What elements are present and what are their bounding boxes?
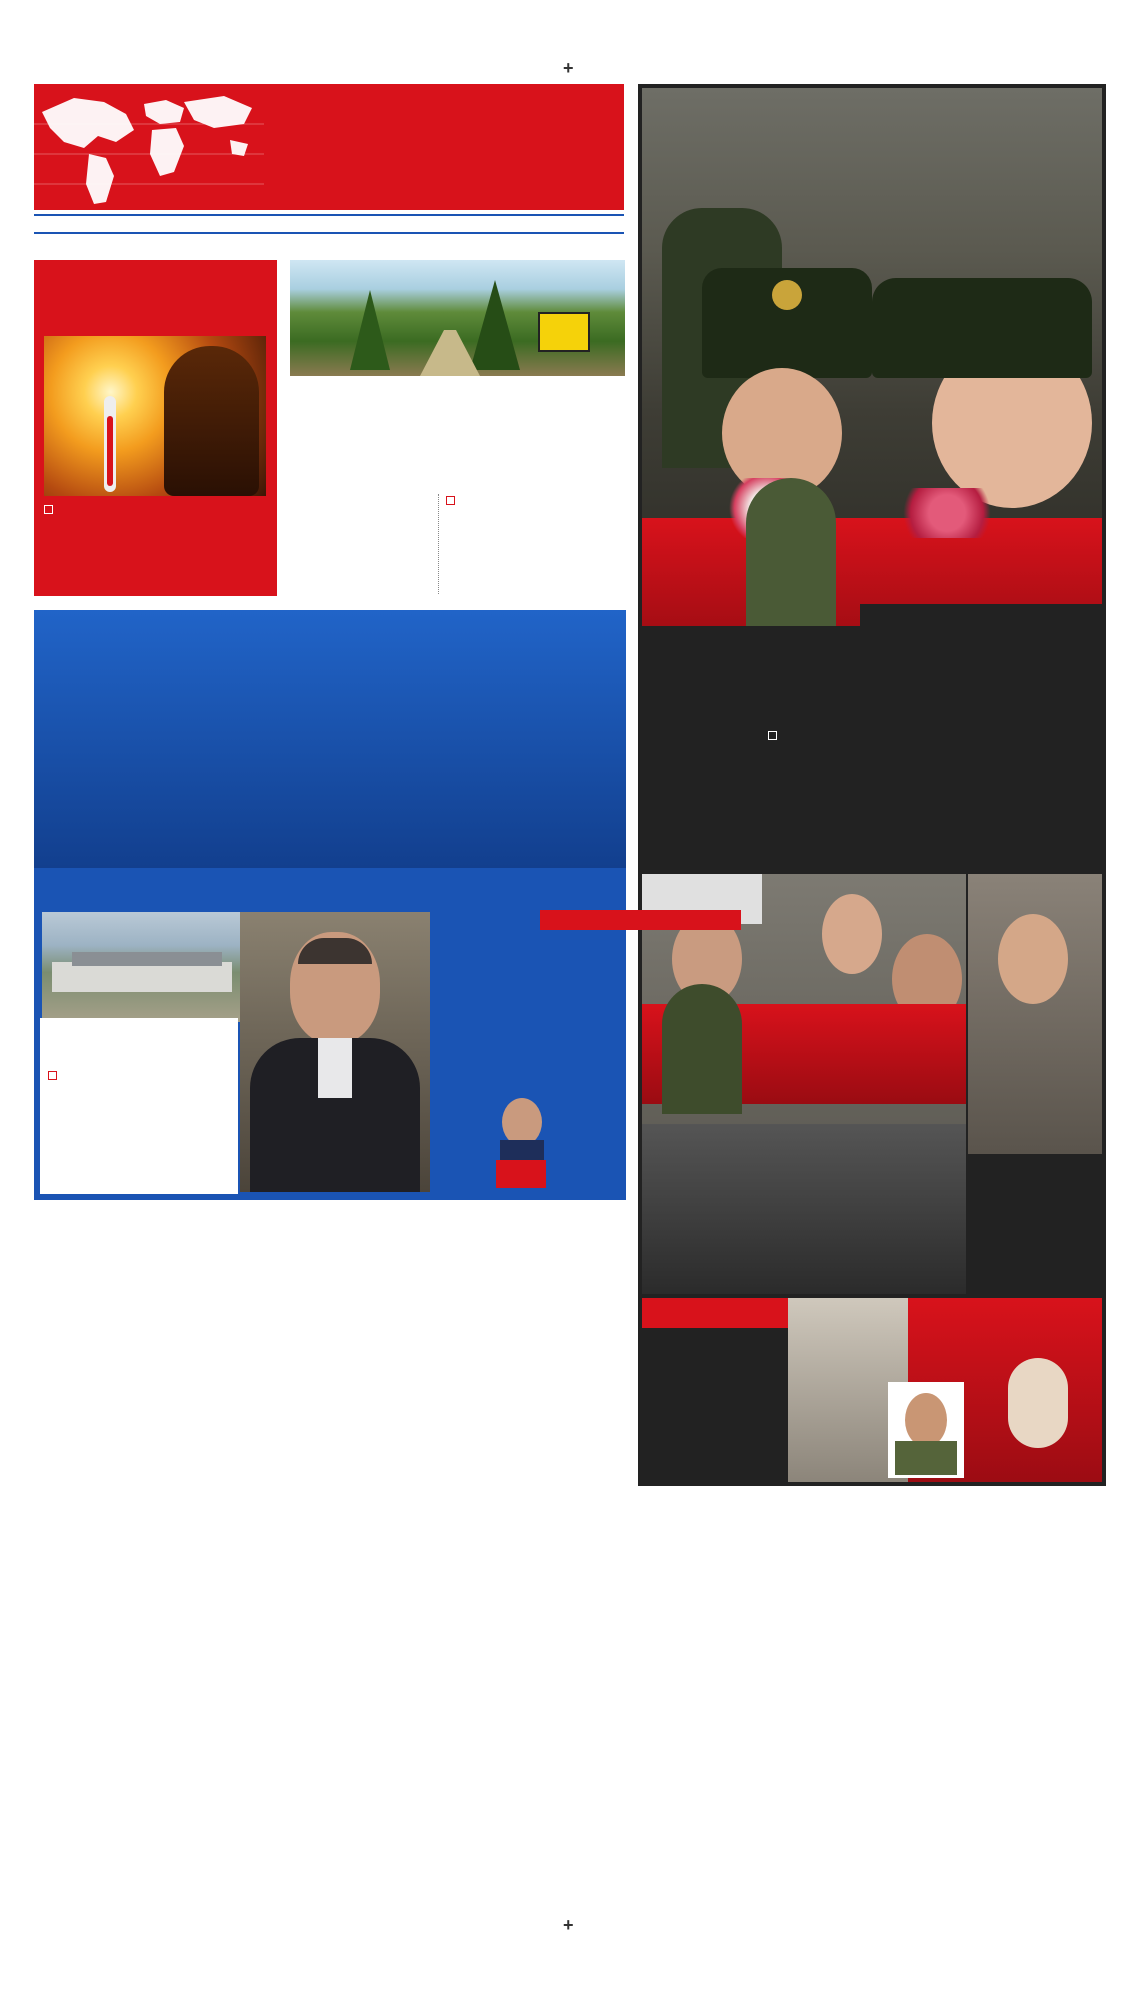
last-touch-box xyxy=(642,1298,788,1482)
masthead xyxy=(34,84,624,236)
last-touch-photo xyxy=(788,1298,1102,1482)
soldier-portrait xyxy=(746,478,836,626)
bullet-square-icon xyxy=(44,505,53,514)
rent-box xyxy=(40,1018,238,1194)
warning-sign xyxy=(538,312,590,352)
bullet-square-icon xyxy=(48,1071,57,1080)
heat-photo xyxy=(44,336,266,496)
bullet-square-icon xyxy=(446,496,455,505)
masthead-logo-box xyxy=(34,84,624,210)
person-silhouette xyxy=(164,346,259,496)
officer-cap xyxy=(702,268,872,378)
thermometer-icon xyxy=(104,396,116,492)
forest-body xyxy=(446,494,624,508)
fahrettin-bilgit-photo xyxy=(240,912,430,1192)
forest-photo xyxy=(290,260,625,376)
transfer-header xyxy=(545,910,741,930)
industrial-site-photo xyxy=(42,912,240,1022)
registration-mark-bottom: + xyxy=(563,1915,574,1935)
world-map-graphic xyxy=(34,84,624,210)
funeral-crowd-photo xyxy=(642,874,966,1294)
last-touch-title xyxy=(642,1298,788,1328)
soldier-portrait-inset xyxy=(888,1382,964,1478)
heat-story-box xyxy=(34,260,277,596)
forest-story xyxy=(290,260,625,596)
martyr-right-col xyxy=(768,730,1098,744)
rent-body xyxy=(48,1070,232,1084)
bullet-square-icon xyxy=(768,731,777,740)
martyr-story-column xyxy=(638,84,1106,1486)
registration-mark-top: + xyxy=(563,58,574,78)
cataltepe-right-column xyxy=(540,910,626,1200)
masthead-info-bar xyxy=(34,214,624,234)
heat-body xyxy=(44,504,268,518)
martyr-main-photo xyxy=(642,88,1102,626)
